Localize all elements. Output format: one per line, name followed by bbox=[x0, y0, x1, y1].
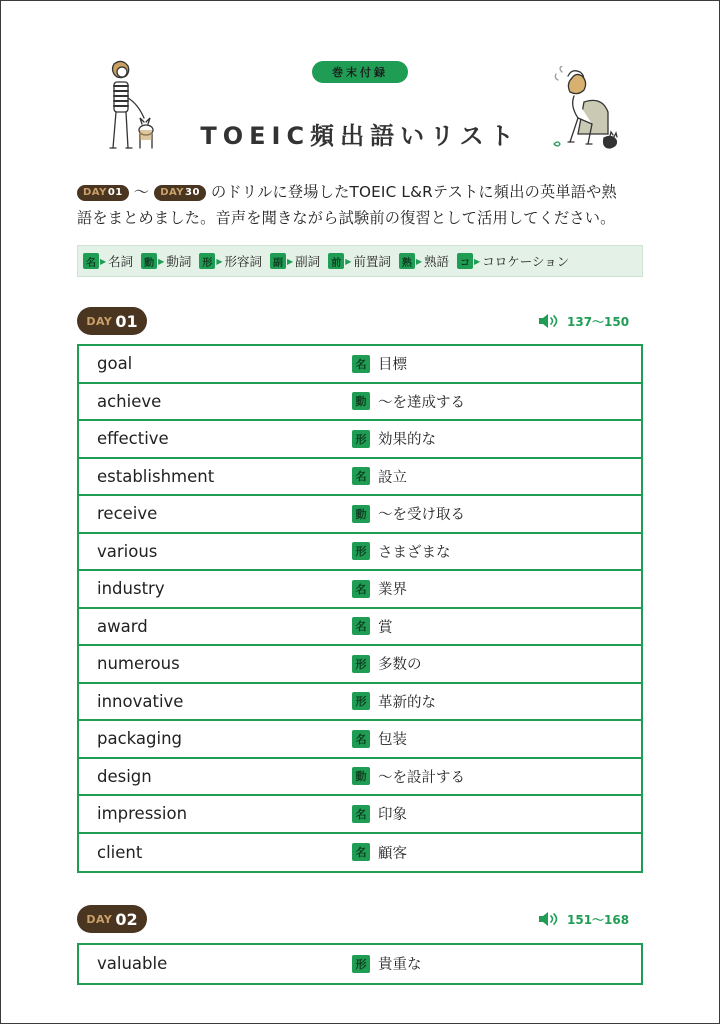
day-01-audio-tracks[interactable] bbox=[538, 313, 643, 329]
japanese-meaning: 賞 bbox=[378, 619, 393, 636]
english-word: numerous bbox=[97, 654, 180, 674]
japanese-meaning: さまざまな bbox=[378, 544, 451, 561]
japanese-meaning: 多数の bbox=[378, 657, 422, 674]
table-row bbox=[79, 346, 641, 384]
legend-item bbox=[83, 252, 133, 270]
english-word: various bbox=[97, 541, 158, 561]
part-of-speech-legend bbox=[77, 245, 643, 277]
triangle-icon: ▶ bbox=[474, 256, 481, 266]
track-range: 151～168 bbox=[567, 912, 630, 927]
pos-tag: 名 bbox=[352, 467, 370, 485]
legend-label: 副詞 bbox=[295, 254, 321, 269]
table-row bbox=[79, 421, 641, 459]
english-word: award bbox=[97, 616, 148, 636]
page-title: TOEIC頻出語いリスト bbox=[200, 122, 520, 150]
english-word: achieve bbox=[97, 391, 162, 411]
pos-tag: コ bbox=[457, 253, 473, 269]
legend-label: 名詞 bbox=[108, 254, 134, 269]
meaning-cell bbox=[352, 803, 407, 824]
english-word: design bbox=[97, 766, 152, 786]
legend-label: 形容詞 bbox=[224, 254, 263, 269]
intro-text-line-2: 語をまとめました。音声を聞きながら試験前の復習として活用してください。 bbox=[77, 209, 616, 227]
chip-label: DAY bbox=[83, 187, 107, 198]
intro-paragraph bbox=[77, 179, 647, 231]
english-word: valuable bbox=[97, 954, 168, 974]
day-02-heading bbox=[77, 905, 147, 933]
pos-tag: 動 bbox=[352, 767, 370, 785]
meaning-cell bbox=[352, 653, 422, 674]
japanese-meaning: 革新的な bbox=[378, 694, 436, 711]
legend-label: 熟語 bbox=[424, 254, 450, 269]
japanese-meaning: 目標 bbox=[378, 357, 407, 374]
pos-tag: 形 bbox=[199, 253, 215, 269]
english-word: industry bbox=[97, 579, 165, 599]
english-word: establishment bbox=[97, 466, 215, 486]
pos-tag: 名 bbox=[83, 253, 99, 269]
japanese-meaning: 印象 bbox=[378, 807, 407, 824]
appendix-badge: 巻末付録 bbox=[312, 61, 408, 83]
meaning-cell bbox=[352, 953, 422, 974]
pos-tag: 形 bbox=[352, 692, 370, 710]
meaning-cell bbox=[352, 428, 436, 449]
table-row bbox=[79, 834, 641, 872]
table-row bbox=[79, 496, 641, 534]
table-row bbox=[79, 534, 641, 572]
pos-tag: 名 bbox=[352, 617, 370, 635]
day-range-end-chip bbox=[154, 185, 206, 201]
pos-tag: 名 bbox=[352, 843, 370, 861]
speaker-icon bbox=[538, 314, 562, 328]
triangle-icon: ▶ bbox=[345, 256, 352, 266]
day-number: 01 bbox=[115, 311, 138, 331]
japanese-meaning: 包装 bbox=[378, 732, 407, 749]
japanese-meaning: 設立 bbox=[378, 469, 407, 486]
table-row bbox=[79, 759, 641, 797]
english-word: receive bbox=[97, 504, 158, 524]
speaker-icon bbox=[538, 912, 562, 926]
meaning-cell bbox=[352, 578, 407, 599]
english-word: client bbox=[97, 842, 143, 862]
japanese-meaning: 業界 bbox=[378, 582, 407, 599]
range-separator: ～ bbox=[133, 183, 150, 201]
triangle-icon: ▶ bbox=[216, 256, 223, 266]
pos-tag: 名 bbox=[352, 580, 370, 598]
triangle-icon: ▶ bbox=[100, 256, 107, 266]
english-word: innovative bbox=[97, 691, 184, 711]
japanese-meaning: 貴重な bbox=[378, 957, 422, 974]
day-label: DAY bbox=[86, 912, 113, 926]
english-word: packaging bbox=[97, 729, 183, 749]
meaning-cell bbox=[352, 842, 407, 863]
chip-number: 30 bbox=[185, 187, 200, 198]
chip-label: DAY bbox=[160, 187, 185, 198]
legend-item bbox=[199, 252, 262, 270]
table-row bbox=[79, 945, 641, 983]
chip-number: 01 bbox=[107, 187, 123, 198]
day-01-heading bbox=[77, 307, 147, 335]
legend-item bbox=[270, 252, 320, 270]
meaning-cell bbox=[352, 466, 407, 487]
english-word: impression bbox=[97, 804, 188, 824]
pos-tag: 名 bbox=[352, 730, 370, 748]
day-01-word-table bbox=[77, 344, 643, 873]
meaning-cell bbox=[352, 766, 465, 787]
japanese-meaning: 効果的な bbox=[378, 432, 436, 449]
track-range: 137～150 bbox=[567, 314, 630, 329]
meaning-cell bbox=[352, 616, 393, 637]
pos-tag: 動 bbox=[352, 505, 370, 523]
day-label: DAY bbox=[86, 314, 113, 328]
table-row bbox=[79, 609, 641, 647]
meaning-cell bbox=[352, 391, 465, 412]
meaning-cell bbox=[352, 691, 436, 712]
meaning-cell bbox=[352, 728, 407, 749]
pos-tag: 形 bbox=[352, 430, 370, 448]
pos-tag: 動 bbox=[352, 392, 370, 410]
person-with-dog-illustration bbox=[100, 58, 160, 158]
pos-tag: 形 bbox=[352, 655, 370, 673]
table-row bbox=[79, 384, 641, 422]
pos-tag: 名 bbox=[352, 805, 370, 823]
meaning-cell bbox=[352, 353, 407, 374]
japanese-meaning: ～を受け取る bbox=[378, 507, 465, 524]
pos-tag: 形 bbox=[352, 955, 370, 973]
legend-label: 動詞 bbox=[166, 254, 192, 269]
pos-tag: 副 bbox=[270, 253, 286, 269]
english-word: goal bbox=[97, 354, 133, 374]
table-row bbox=[79, 571, 641, 609]
table-row bbox=[79, 684, 641, 722]
day-02-word-table bbox=[77, 943, 643, 985]
meaning-cell bbox=[352, 503, 465, 524]
japanese-meaning: ～を設計する bbox=[378, 769, 465, 786]
pos-tag: 前 bbox=[328, 253, 344, 269]
legend-item bbox=[457, 252, 569, 270]
legend-label: コロケーション bbox=[482, 254, 570, 269]
legend-item bbox=[399, 252, 449, 270]
table-row bbox=[79, 646, 641, 684]
pos-tag: 名 bbox=[352, 355, 370, 373]
japanese-meaning: 顧客 bbox=[378, 845, 407, 862]
day-range-start-chip bbox=[77, 185, 129, 201]
pos-tag: 熟 bbox=[399, 253, 415, 269]
person-in-chair-illustration bbox=[548, 66, 628, 158]
pos-tag: 動 bbox=[141, 253, 157, 269]
english-word: effective bbox=[97, 429, 169, 449]
triangle-icon: ▶ bbox=[415, 256, 423, 266]
legend-item bbox=[328, 252, 391, 270]
table-row bbox=[79, 459, 641, 497]
day-02-audio-tracks[interactable] bbox=[538, 911, 643, 927]
intro-text-line-1: のドリルに登場したTOEIC L&Rテストに頻出の英単語や熟 bbox=[210, 183, 617, 201]
legend-item bbox=[141, 252, 191, 270]
pos-tag: 形 bbox=[352, 542, 370, 560]
meaning-cell bbox=[352, 541, 451, 562]
triangle-icon: ▶ bbox=[287, 256, 294, 266]
table-row bbox=[79, 796, 641, 834]
table-row bbox=[79, 721, 641, 759]
japanese-meaning: ～を達成する bbox=[378, 394, 465, 411]
day-number: 02 bbox=[115, 909, 138, 929]
legend-label: 前置詞 bbox=[353, 254, 391, 269]
triangle-icon: ▶ bbox=[158, 256, 165, 266]
